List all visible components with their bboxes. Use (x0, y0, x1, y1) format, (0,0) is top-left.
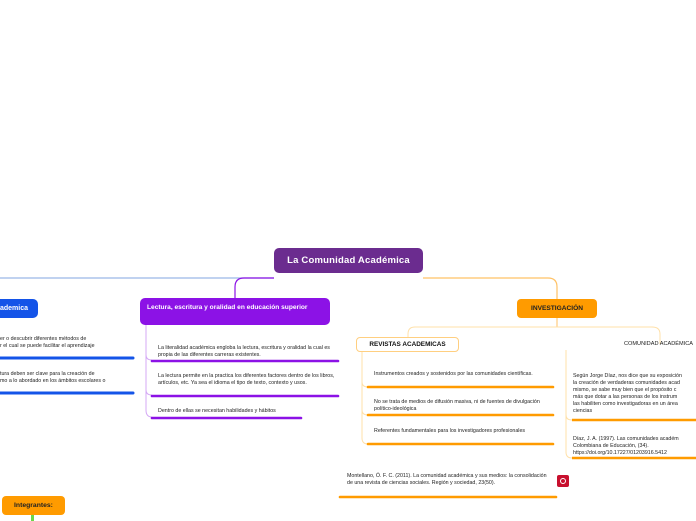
branch-lectura[interactable]: Lectura, escritura y oralidad en educación superior (140, 298, 330, 325)
lectura-item-3: Dentro de ellas se necesitan habilidades y hábitos (158, 408, 276, 414)
revistas-academicas-topic[interactable]: REVISTAS ACADEMICAS (356, 337, 459, 352)
revistas-item-3: Referentes fundamentales para los investigadores profesionales (374, 428, 526, 434)
lectura-item-1: La literalidad académica engloba la lectura, escritura y oralidad la cual es propia de las diferentes carreras existentes. (158, 345, 330, 358)
marker-icon (31, 515, 34, 521)
reference-icon[interactable] (557, 475, 569, 487)
comunidad-academica-topic[interactable]: COMUNIDAD ACADÉMICA (624, 340, 693, 347)
comunidad-item-2: Díaz, J. A. (1997). Las comunidades académ Colombiana de Educación, (34). https://doi.org/10.17227/01203916.5412 (573, 436, 679, 456)
lectura-item-2: La lectura permite en la practica los diferentes factores dentro de los libros, artículos, etc. Ya sea el idioma el tipo de texto, contexto y usos. (158, 373, 335, 386)
revistas-item-2: No se trata de medios de difusión masiva, ni de fuentes de divulgación político-ideológica (374, 399, 540, 412)
revistas-item-1: Instrumentos creados y sostenidos por las comunidades científicas. (374, 371, 533, 377)
branch-investigacion[interactable]: INVESTIGACIÓN (517, 299, 597, 318)
reference-note: Montellano, Ó. F. C. (2011). La comunidad académica y sus medios: la consolidación de una revista de ciencias sociales. Región y sociedad, 23(50). (347, 473, 547, 486)
branch-integrantes[interactable]: Integrantes: (2, 496, 65, 515)
left-item-1: er o descubrir diferentes métodos de r el cual se puede facilitar el aprendizaje (0, 336, 95, 349)
branch-left-label[interactable]: ademica (0, 299, 38, 318)
central-topic[interactable]: La Comunidad Académica (274, 248, 423, 273)
comunidad-item-1: Según Jorge Díaz, nos dice que su exposición la creación de verdaderas comunidades acad mismo, se sabe muy bien que el propósito c más que dotar a las personas de los instrum las habiliten como investigadoras en un área ciencias (573, 373, 682, 414)
left-item-2: tura deben ser clave para la creación de mo a lo abordado en los ámbitos escolares o (0, 371, 106, 384)
